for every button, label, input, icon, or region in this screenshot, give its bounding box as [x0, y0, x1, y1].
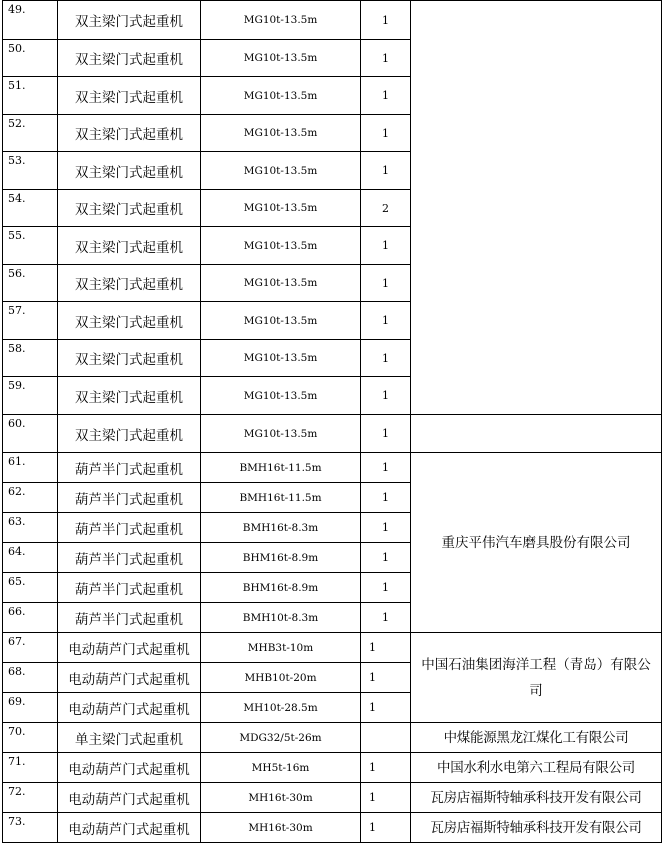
quantity: 1 — [361, 415, 411, 453]
model-spec: MG10t-13.5m — [201, 265, 361, 302]
model-spec: BMH16t-11.5m — [201, 483, 361, 513]
equipment-name: 单主梁门式起重机 — [58, 723, 201, 753]
model-spec: BHM16t-8.9m — [201, 573, 361, 603]
table-row — [3, 813, 662, 843]
equipment-name: 双主梁门式起重机 — [58, 415, 201, 453]
equipment-name: 葫芦半门式起重机 — [58, 453, 201, 483]
quantity: 1 — [361, 543, 411, 573]
table-row — [3, 415, 662, 453]
model-spec: MG10t-13.5m — [201, 302, 361, 340]
quantity: 1 — [361, 693, 411, 723]
quantity: 1 — [361, 453, 411, 483]
quantity: 1 — [361, 603, 411, 633]
equipment-name: 双主梁门式起重机 — [58, 115, 201, 152]
equipment-name: 双主梁门式起重机 — [58, 377, 201, 415]
row-number: 60. — [3, 415, 58, 453]
table-row — [3, 633, 662, 663]
equipment-name: 电动葫芦门式起重机 — [58, 633, 201, 663]
equipment-name: 双主梁门式起重机 — [58, 227, 201, 265]
company-name: 瓦房店福斯特轴承科技开发有限公司 — [411, 813, 662, 843]
equipment-name: 双主梁门式起重机 — [58, 152, 201, 190]
row-number: 66. — [3, 603, 58, 633]
equipment-name: 双主梁门式起重机 — [58, 190, 201, 227]
model-spec: MG10t-13.5m — [201, 377, 361, 415]
equipment-table — [2, 0, 662, 843]
quantity: 1 — [361, 377, 411, 415]
row-number: 53. — [3, 152, 58, 190]
model-spec: MH16t-30m — [201, 813, 361, 843]
row-number: 64. — [3, 543, 58, 573]
row-number: 51. — [3, 77, 58, 115]
company-name: 中煤能源黑龙江煤化工有限公司 — [411, 723, 662, 753]
model-spec: MG10t-13.5m — [201, 340, 361, 377]
row-number: 50. — [3, 40, 58, 77]
row-number: 61. — [3, 453, 58, 483]
row-number: 65. — [3, 573, 58, 603]
quantity: 1 — [361, 340, 411, 377]
equipment-name: 电动葫芦门式起重机 — [58, 813, 201, 843]
model-spec: MHB3t-10m — [201, 633, 361, 663]
equipment-name: 葫芦半门式起重机 — [58, 513, 201, 543]
model-spec: MDG32/5t-26m — [201, 723, 361, 753]
quantity: 1 — [361, 227, 411, 265]
model-spec: MG10t-13.5m — [201, 152, 361, 190]
quantity: 1 — [361, 783, 411, 813]
row-number: 73. — [3, 813, 58, 843]
quantity: 2 — [361, 190, 411, 227]
company-name: 中国石油集团海洋工程（青岛）有限公司 — [411, 633, 662, 723]
row-number: 56. — [3, 265, 58, 302]
equipment-table-body — [3, 1, 662, 843]
model-spec: MG10t-13.5m — [201, 190, 361, 227]
company-name: 中国水利水电第六工程局有限公司 — [411, 753, 662, 783]
model-spec: MH5t-16m — [201, 753, 361, 783]
row-number: 67. — [3, 633, 58, 663]
quantity: 1 — [361, 573, 411, 603]
equipment-name: 电动葫芦门式起重机 — [58, 663, 201, 693]
model-spec: MH10t-28.5m — [201, 693, 361, 723]
model-spec: MG10t-13.5m — [201, 1, 361, 40]
row-number: 59. — [3, 377, 58, 415]
row-number: 63. — [3, 513, 58, 543]
model-spec: MHB10t-20m — [201, 663, 361, 693]
equipment-name: 双主梁门式起重机 — [58, 1, 201, 40]
model-spec: MG10t-13.5m — [201, 115, 361, 152]
company-name: 重庆平伟汽车磨具股份有限公司 — [411, 453, 662, 633]
equipment-name: 葫芦半门式起重机 — [58, 543, 201, 573]
model-spec: MG10t-13.5m — [201, 77, 361, 115]
quantity: 1 — [361, 753, 411, 783]
table-row — [3, 723, 662, 753]
equipment-name: 双主梁门式起重机 — [58, 340, 201, 377]
row-number: 68. — [3, 663, 58, 693]
quantity: 1 — [361, 265, 411, 302]
row-number: 54. — [3, 190, 58, 227]
company-name — [411, 415, 662, 453]
row-number: 58. — [3, 340, 58, 377]
table-row — [3, 753, 662, 783]
quantity: 1 — [361, 813, 411, 843]
row-number: 71. — [3, 753, 58, 783]
equipment-name: 电动葫芦门式起重机 — [58, 753, 201, 783]
row-number: 70. — [3, 723, 58, 753]
model-spec: BMH16t-11.5m — [201, 453, 361, 483]
quantity: 1 — [361, 115, 411, 152]
equipment-name: 双主梁门式起重机 — [58, 265, 201, 302]
model-spec: BMH16t-8.3m — [201, 513, 361, 543]
equipment-name: 双主梁门式起重机 — [58, 77, 201, 115]
row-number: 52. — [3, 115, 58, 152]
equipment-name: 电动葫芦门式起重机 — [58, 693, 201, 723]
company-name — [411, 1, 662, 415]
row-number: 55. — [3, 227, 58, 265]
company-name: 瓦房店福斯特轴承科技开发有限公司 — [411, 783, 662, 813]
row-number: 69. — [3, 693, 58, 723]
equipment-name: 葫芦半门式起重机 — [58, 573, 201, 603]
row-number: 57. — [3, 302, 58, 340]
quantity: 1 — [361, 40, 411, 77]
quantity: 1 — [361, 302, 411, 340]
model-spec: MG10t-13.5m — [201, 40, 361, 77]
equipment-name: 电动葫芦门式起重机 — [58, 783, 201, 813]
model-spec: BMH10t-8.3m — [201, 603, 361, 633]
quantity: 1 — [361, 513, 411, 543]
quantity: 1 — [361, 152, 411, 190]
table-row — [3, 783, 662, 813]
model-spec: MG10t-13.5m — [201, 415, 361, 453]
quantity: 1 — [361, 633, 411, 663]
quantity: 1 — [361, 483, 411, 513]
quantity: 1 — [361, 1, 411, 40]
row-number: 49. — [3, 1, 58, 40]
equipment-name: 葫芦半门式起重机 — [58, 603, 201, 633]
table-row — [3, 1, 662, 40]
table-row — [3, 453, 662, 483]
model-spec: BHM16t-8.9m — [201, 543, 361, 573]
row-number: 62. — [3, 483, 58, 513]
equipment-name: 双主梁门式起重机 — [58, 40, 201, 77]
quantity: 1 — [361, 663, 411, 693]
model-spec: MG10t-13.5m — [201, 227, 361, 265]
row-number: 72. — [3, 783, 58, 813]
quantity — [361, 723, 411, 753]
equipment-name: 葫芦半门式起重机 — [58, 483, 201, 513]
equipment-name: 双主梁门式起重机 — [58, 302, 201, 340]
model-spec: MH16t-30m — [201, 783, 361, 813]
quantity: 1 — [361, 77, 411, 115]
